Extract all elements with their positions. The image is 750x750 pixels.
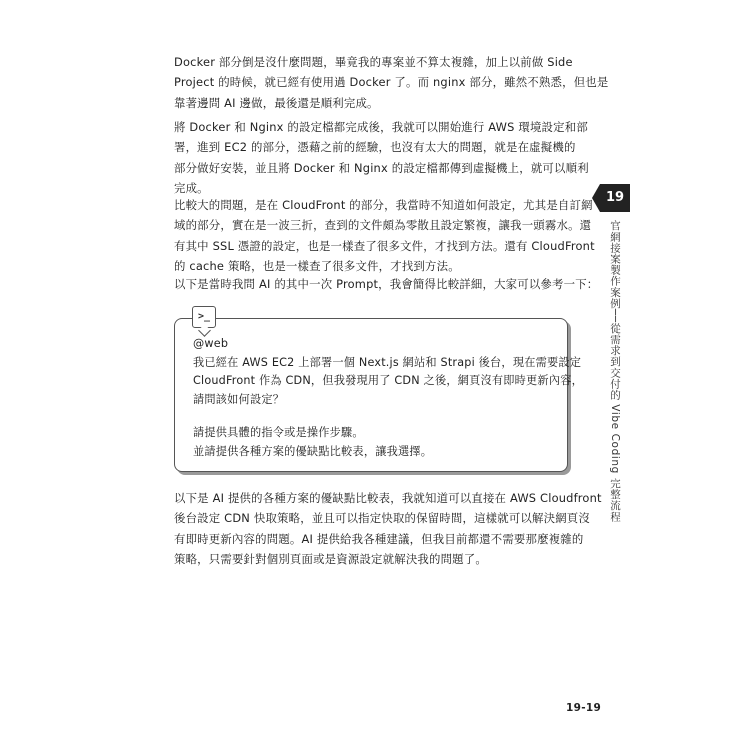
paragraph-line: 有即時更新內容的問題。AI 提供給我各種建議，但我目前都還不需要那麼複雜的 [174,531,584,546]
paragraph-docker [174,52,609,113]
prompt-line: @web [193,337,229,350]
paragraph-line: 比較大的問題，是在 CloudFront 的部分，我當時不知道如何設定，尤其是自訂網 [174,198,593,212]
chapter-side-title: 官網接案製作案例──從需求到交付的 Vibe Coding 完整流程 [609,220,621,523]
paragraph-line: 有其中 SSL 憑證的設定，也是一樣查了很多文件，才找到方法。還有 CloudFront [174,238,595,253]
paragraph-line: Project 的時候，就已經有使用過 Docker 了。而 nginx 部分，雖然不熟悉，但也是 [174,75,609,90]
prompt-line: 我已經在 AWS EC2 上部署一個 Next.js 網站和 Strapi 後台，現在需要設定 [193,355,582,369]
paragraph-line: 後台設定 CDN 快取策略，並且可以指定快取的保留時間，這樣就可以解決網頁沒 [174,511,590,526]
paragraph-line: 策略，只需要針對個別頁面或是資源設定就解決我的問題了。 [174,552,487,567]
paragraph-line: Docker 部分倒是沒什麼問題，畢竟我的專案並不算太複雜，加上以前做 Side [174,55,573,69]
paragraph-line: 域的部分，實在是一波三折，查到的文件頗為零散且設定繁複，讓我一頭霧水。還 [174,218,592,233]
page-number: 19-19 [566,702,602,714]
paragraph-line: 的 cache 策略，也是一樣查了很多文件，才找到方法。 [174,259,460,274]
paragraph-line: 靠著邊問 AI 邊做，最後還是順利完成。 [174,95,379,110]
terminal-icon: >_ [192,306,216,328]
paragraph-line: 完成。 [174,181,209,196]
paragraph-ai-result [174,488,602,570]
prompt-line: 請提供具體的指令或是操作步驟。 [193,426,364,439]
paragraph-aws-setup [174,117,589,199]
paragraph-line: 以下是 AI 提供的各種方案的優缺點比較表，我就知道可以直接在 AWS Cloudfront [174,491,602,505]
prompt-line: 請問該如何設定？ [193,392,285,406]
chapter-number-tab: 19 [600,184,630,212]
paragraph-line: 以下是當時我問 AI 的其中一次 Prompt，我會簡得比較詳細，大家可以參考一下： [174,277,599,291]
paragraph-prompt-intro [174,274,599,294]
paragraph-line: 將 Docker 和 Nginx 的設定檔都完成後，我就可以開始進行 AWS 環境設定和部 [174,120,588,134]
paragraph-cloudfront [174,195,595,277]
prompt-line: CloudFront 作為 CDN，但我發現用了 CDN 之後，網頁沒有即時更新內容， [193,374,583,387]
paragraph-line: 署，進到 EC2 的部分，憑藉之前的經驗，也沒有太大的問題，就是在虛擬機的 [174,140,576,155]
prompt-line: 並請提供各種方案的優缺點比較表，讓我選擇。 [193,444,433,458]
paragraph-line: 部分做好安裝，並且將 Docker 和 Nginx 的設定檔都傳到虛擬機上，就可以順利 [174,160,589,175]
prompt-text [193,335,583,461]
